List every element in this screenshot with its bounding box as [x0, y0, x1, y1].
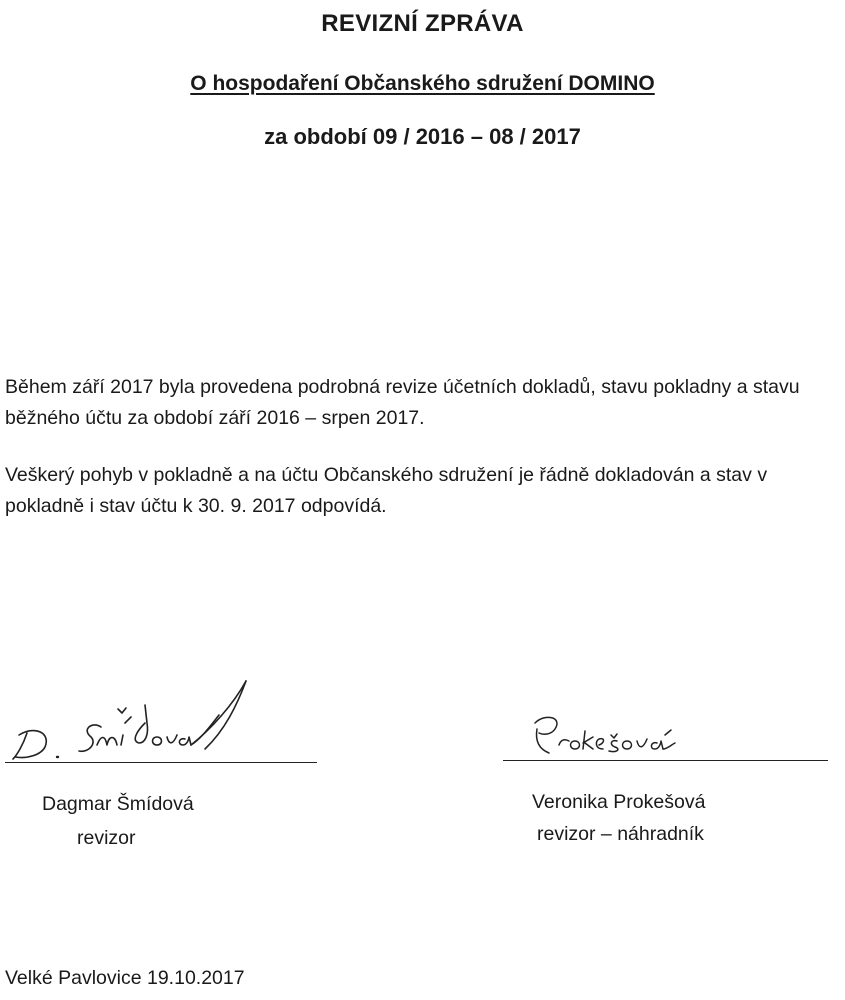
signatory-right-role: revizor – náhradník [537, 823, 704, 845]
signature-right-image [525, 705, 685, 765]
document-subtitle: O hospodaření Občanského sdružení DOMINO [190, 72, 655, 95]
paragraph-conclusion: Veškerý pohyb v pokladně a na účtu Občanského sdružení je řádně dokladován a stav v pokladně i stav účtu k 30. 9. 2017 odpovídá. [5, 464, 768, 517]
signatory-left-role: revizor [77, 827, 136, 849]
signature-line-left [5, 762, 317, 763]
signatory-right-name: Veronika Prokešová [532, 791, 706, 813]
signature-line-right [503, 760, 828, 761]
place-and-date: Velké Pavlovice 19.10.2017 [5, 967, 245, 989]
signature-left-image [5, 675, 255, 770]
signatory-left-name: Dagmar Šmídová [42, 793, 194, 815]
document-title: REVIZNÍ ZPRÁVA [321, 10, 524, 37]
paragraph-revision: Během září 2017 byla provedena podrobná revize účetních dokladů, stavu pokladny a stavu běžného účtu za období září 2016 – srpen 2017. [5, 376, 800, 429]
document-period: za období 09 / 2016 – 08 / 2017 [264, 124, 581, 149]
